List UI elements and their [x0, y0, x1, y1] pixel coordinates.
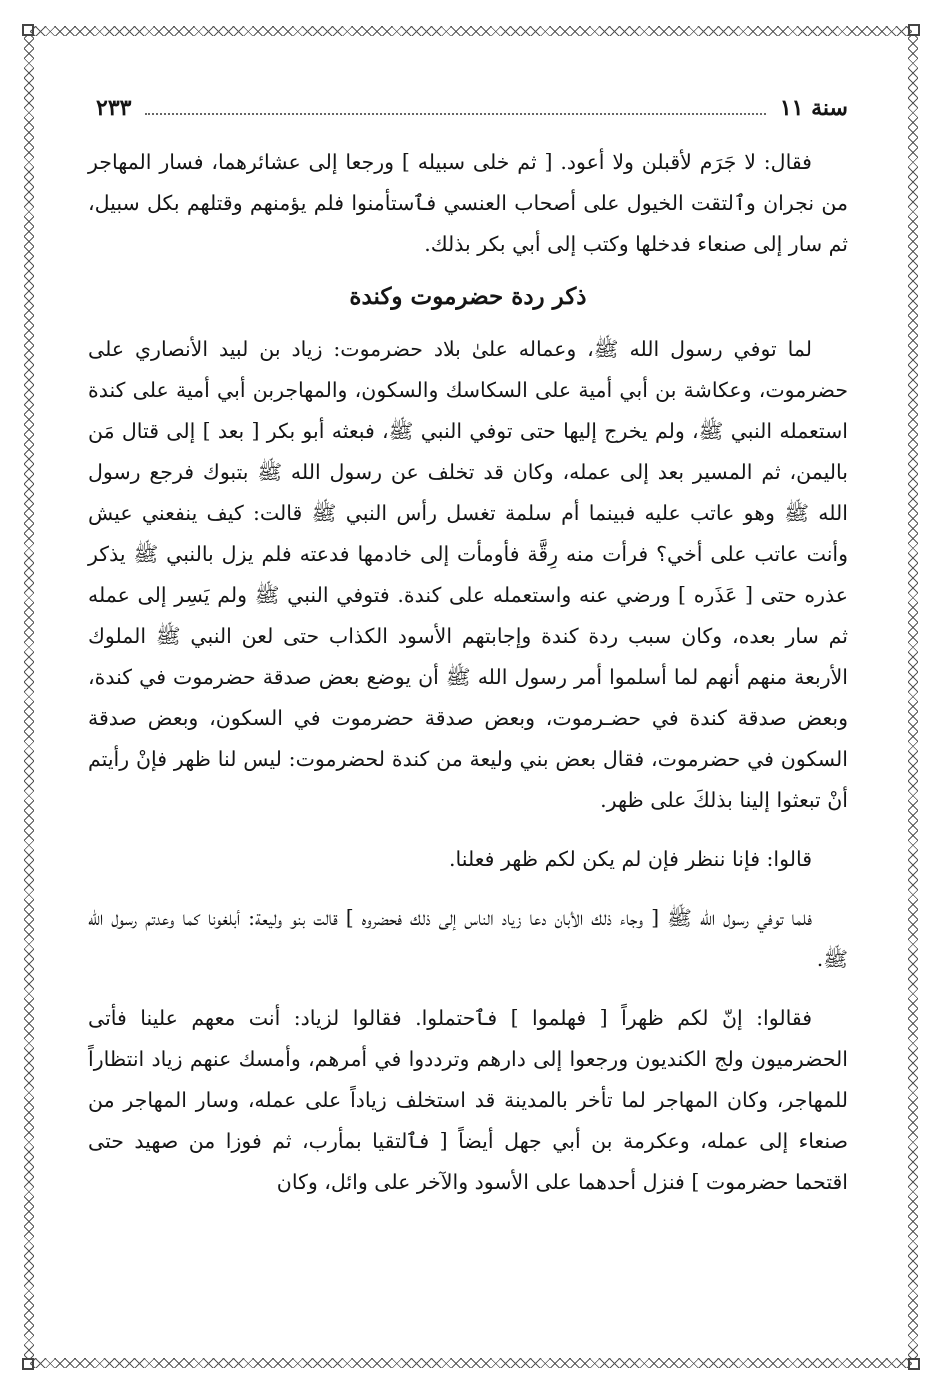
running-header	[96, 90, 848, 126]
border-bottom	[30, 1358, 912, 1368]
border-corner	[908, 1358, 920, 1370]
section-heading: ذكر ردة حضرموت وكندة	[349, 283, 587, 310]
paragraph: فقال: لا جَرَم لأقبلن ولا أعود. [ ثم خلى سبيله ] ورجعا إلى عشائرهما، فسار المهاجر من نجران وٱلتقت الخيول على أصحاب العنسي فٱستأمنوا فلم يؤمنهم وقتلهم بكل سبيل، ثم سار إلى صنعاء فدخلها وكتب إلى أبي بكر بذلك.	[88, 150, 848, 256]
page-number: ٢٣٣	[96, 95, 132, 121]
paragraph: قالوا: فإنا ننظر فإن لم يكن لكم ظهر فعلنا.	[449, 847, 812, 871]
border-left	[24, 34, 34, 1360]
header-year: سنة ١١	[779, 95, 848, 121]
header-dotted-leader	[145, 101, 765, 115]
border-right	[908, 34, 918, 1360]
paragraph: فقالوا: إنّ لكم ظهراً [ فهلموا ] فٱحتملوا. فقالوا لزياد: أنت معهم علينا فأتى الحضرميون ولج الكنديون ورجعوا إلى دارهم وترددوا في أمرهم، وأمسك عنهم زياد انتظاراً للمهاجر، وكان المهاجر لما تأخر بالمدينة قد استخلف زياداً على عمله، وسار المهاجر من صنعاء إلى عمله، وعكرمة بن أبي جهل أيضاً [ فٱلتقيا بمأرب، ثم فوزا من صهيد حتى اقتحما حضرموت ] فنزل أحدهما على الأسود والآخر على وائل، وكان	[88, 1006, 848, 1194]
border-corner	[22, 1358, 34, 1370]
border-top	[30, 26, 912, 36]
paragraph: فلما توفي رسول الله ﷺ [ وجاء ذلك الأبان دعا زياد الناس إلى ذلك فحضروه ] قالت بنو وليعة: أبلغونا كما وعدتم رسول الله ﷺ.	[88, 906, 848, 971]
border-corner	[908, 24, 920, 36]
border-corner	[22, 24, 34, 36]
page-body	[88, 142, 848, 1322]
paragraph: لما توفي رسول الله ﷺ، وعماله علىٰ بلاد حضرموت: زياد بن لبيد الأنصاري على حضرموت، وعكاشة بن أبي أمية على السكاسك والسكون، والمهاجربن أبي أمية على كندة استعمله النبي ﷺ، ولم يخرج إليها حتى توفي النبي ﷺ، فبعثه أبو بكر [ بعد ] إلى قتال مَن باليمن، ثم المسير بعد إلى عمله، وكان قد تخلف عن رسول الله ﷺ بتبوك فرجع رسول الله ﷺ وهو عاتب عليه فبينما أم سلمة تغسل رأس النبي ﷺ قالت: كيف ينفعني عيش وأنت عاتب على أخي؟ فرأت منه رِقَّة فأومأت إلى خادمها فدعته فلم يزل بالنبي ﷺ يذكر عذره حتى [ عَذَره ] ورضي عنه واستعمله على كندة. فتوفي النبي ﷺ ولم يَسِر إلى عمله ثم سار بعده، وكان سبب ردة كندة وإجابتهم الأسود الكذاب حتى لعن النبي ﷺ الملوك الأربعة منهم أنهم لما أسلموا أمر رسول الله ﷺ أن يوضع بعض صدقة حضرموت في كندة، وبعض صدقة كندة في حضـرموت، وبعض صدقة حضرموت في السكون، وبعض صدقة السكون في حضرموت، فقال بعض بني وليعة من كندة لحضرموت: ليس لنا ظهر فإنْ رأيتم أنْ تبعثوا إلينا بذلكَ على ظهر.	[88, 337, 848, 812]
